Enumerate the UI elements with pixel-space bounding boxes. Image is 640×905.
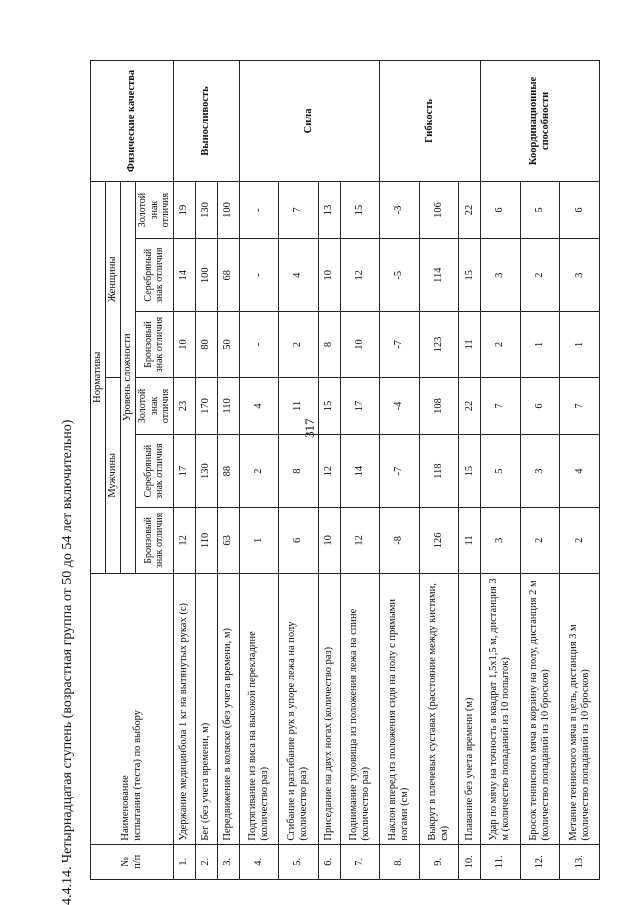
men-silver-value: 88: [217, 435, 239, 508]
test-name: Плавание без учета времени (м): [459, 573, 481, 844]
women-gold-value: 130: [195, 181, 217, 238]
men-bronze-value: 2: [560, 508, 600, 574]
men-gold-value: 22: [459, 377, 481, 434]
women-bronze-value: 8: [318, 312, 340, 378]
norms-table-container: [90, 60, 600, 880]
row-number: 6.: [318, 844, 340, 879]
women-gold-value: 106: [419, 181, 459, 238]
men-gold-value: 4: [239, 377, 279, 434]
norms-table: [90, 60, 600, 880]
men-gold-value: 108: [419, 377, 459, 434]
men-silver-value: -7: [380, 435, 420, 508]
women-gold-value: -: [239, 181, 279, 238]
women-silver-value: 3: [481, 239, 521, 312]
header-test-name: Наименование испытания (теста) по выбору: [91, 573, 174, 844]
men-silver-value: 12: [318, 435, 340, 508]
table-row: [340, 61, 380, 880]
header-women: Женщины: [106, 181, 121, 377]
row-number: 4.: [239, 844, 279, 879]
header-men-bronze: Бронзовый знак отличия: [136, 508, 174, 574]
women-gold-value: 22: [459, 181, 481, 238]
test-name: Наклон вперед из положения сидя на полу с прямыми ногами (см): [380, 573, 420, 844]
men-gold-value: -4: [380, 377, 420, 434]
men-silver-value: 130: [195, 435, 217, 508]
test-name: Подтягивание из виса на высокой перекладине (количество раз): [239, 573, 279, 844]
men-bronze-value: 6: [279, 508, 319, 574]
women-silver-value: -: [239, 239, 279, 312]
table-row: [279, 61, 319, 880]
men-gold-value: 11: [279, 377, 319, 434]
women-bronze-value: 123: [419, 312, 459, 378]
women-bronze-value: -: [239, 312, 279, 378]
table-row: [239, 61, 279, 880]
men-bronze-value: 3: [481, 508, 521, 574]
men-gold-value: 110: [217, 377, 239, 434]
men-silver-value: 5: [481, 435, 521, 508]
women-gold-value: 19: [173, 181, 195, 238]
men-bronze-value: 11: [459, 508, 481, 574]
women-gold-value: 13: [318, 181, 340, 238]
women-bronze-value: 1: [520, 312, 560, 378]
women-gold-value: 6: [560, 181, 600, 238]
row-number: 13.: [560, 844, 600, 879]
women-silver-value: 114: [419, 239, 459, 312]
row-number: 8.: [380, 844, 420, 879]
men-bronze-value: 110: [195, 508, 217, 574]
test-name: Сгибание и разгибание рук в упоре лежа на полу (количество раз): [279, 573, 319, 844]
women-silver-value: 14: [173, 239, 195, 312]
quality-endurance: Выносливость: [173, 61, 239, 182]
header-men-silver: Серебряный знак отличия: [136, 435, 174, 508]
header-women-bronze: Бронзовый знак отличия: [136, 312, 174, 378]
men-gold-value: 170: [195, 377, 217, 434]
men-bronze-value: 10: [318, 508, 340, 574]
women-bronze-value: 11: [459, 312, 481, 378]
men-silver-value: 3: [520, 435, 560, 508]
table-row: [419, 61, 459, 880]
row-number: 1.: [173, 844, 195, 879]
test-name: Метание теннисного мяча в цель, дистанция 3 м (количество попаданий из 10 бросков): [560, 573, 600, 844]
men-bronze-value: 63: [217, 508, 239, 574]
women-bronze-value: 10: [173, 312, 195, 378]
table-row: [380, 61, 420, 880]
men-silver-value: 2: [239, 435, 279, 508]
header-quality: Физические качества: [91, 61, 174, 182]
women-silver-value: 15: [459, 239, 481, 312]
table-row: [520, 61, 560, 880]
men-gold-value: 7: [481, 377, 521, 434]
men-silver-value: 17: [173, 435, 195, 508]
header-women-gold: Золотой знак отличия: [136, 181, 174, 238]
row-number: 5.: [279, 844, 319, 879]
page-number: 317: [302, 418, 317, 438]
test-name: Передвижение в коляске (без учета времени, м): [217, 573, 239, 844]
table-row: [173, 61, 195, 880]
men-gold-value: 15: [318, 377, 340, 434]
women-gold-value: 6: [481, 181, 521, 238]
women-bronze-value: 10: [340, 312, 380, 378]
row-number: 9.: [419, 844, 459, 879]
men-silver-value: 118: [419, 435, 459, 508]
women-gold-value: 100: [217, 181, 239, 238]
men-bronze-value: 1: [239, 508, 279, 574]
test-name: Выкрут в плечевых суставах (расстояние между кистями, см): [419, 573, 459, 844]
women-bronze-value: 2: [481, 312, 521, 378]
test-name: Бросок теннисного мяча в корзину на полу, дистанция 2 м (количество попаданий из 10 бросков): [520, 573, 560, 844]
quality-coordination: Координационные способности: [481, 61, 600, 182]
table-row: [195, 61, 217, 880]
table-row: [481, 61, 521, 880]
women-silver-value: 10: [318, 239, 340, 312]
header-norms: Нормативы: [91, 181, 106, 573]
women-bronze-value: 1: [560, 312, 600, 378]
men-gold-value: 6: [520, 377, 560, 434]
header-men: Мужчины: [106, 377, 121, 573]
row-number: 7.: [340, 844, 380, 879]
women-silver-value: 2: [520, 239, 560, 312]
men-gold-value: 7: [560, 377, 600, 434]
women-silver-value: 100: [195, 239, 217, 312]
table-row: [560, 61, 600, 880]
men-silver-value: 14: [340, 435, 380, 508]
row-number: 12.: [520, 844, 560, 879]
men-silver-value: 4: [560, 435, 600, 508]
table-row: [217, 61, 239, 880]
women-silver-value: 68: [217, 239, 239, 312]
men-bronze-value: 12: [173, 508, 195, 574]
men-silver-value: 8: [279, 435, 319, 508]
women-bronze-value: 50: [217, 312, 239, 378]
men-gold-value: 23: [173, 377, 195, 434]
women-silver-value: 3: [560, 239, 600, 312]
men-gold-value: 17: [340, 377, 380, 434]
header-women-silver: Серебряный знак отличия: [136, 239, 174, 312]
men-bronze-value: 2: [520, 508, 560, 574]
women-bronze-value: 2: [279, 312, 319, 378]
row-number: 10.: [459, 844, 481, 879]
women-bronze-value: -7: [380, 312, 420, 378]
men-silver-value: 15: [459, 435, 481, 508]
test-name: Приседание на двух ногах (количество раз): [318, 573, 340, 844]
norms-table-body: [173, 61, 599, 880]
men-bronze-value: 126: [419, 508, 459, 574]
table-row: [459, 61, 481, 880]
table-row: [318, 61, 340, 880]
women-gold-value: 7: [279, 181, 319, 238]
women-bronze-value: 80: [195, 312, 217, 378]
women-silver-value: 4: [279, 239, 319, 312]
row-number: 11.: [481, 844, 521, 879]
test-name: Поднимание туловища из положения лежа на спине (количество раз): [340, 573, 380, 844]
women-gold-value: 15: [340, 181, 380, 238]
test-name: Бег (без учета времени, м): [195, 573, 217, 844]
women-gold-value: -3: [380, 181, 420, 238]
women-silver-value: 12: [340, 239, 380, 312]
row-number: 3.: [217, 844, 239, 879]
header-difficulty: Уровень сложности: [121, 181, 136, 573]
women-gold-value: 5: [520, 181, 560, 238]
header-men-gold: Золотой знак отличия: [136, 377, 174, 434]
men-bronze-value: 12: [340, 508, 380, 574]
quality-strength: Сила: [239, 61, 380, 182]
test-name: Удержание медицинбола 1 кг на вытянутых руках (с): [173, 573, 195, 844]
women-silver-value: -5: [380, 239, 420, 312]
quality-flexibility: Гибкость: [380, 61, 481, 182]
test-name: Удар по мячу на точность в квадрат 1,5х1,5 м, дистанция 3 м (количество попаданий из 10 попыток): [481, 573, 521, 844]
section-heading: 4.4.14. Четырнадцатая ступень (возрастная группа от 50 до 54 лет включительно): [60, 419, 75, 905]
row-number: 2.: [195, 844, 217, 879]
header-num: № п/п: [91, 844, 174, 879]
men-bronze-value: -8: [380, 508, 420, 574]
